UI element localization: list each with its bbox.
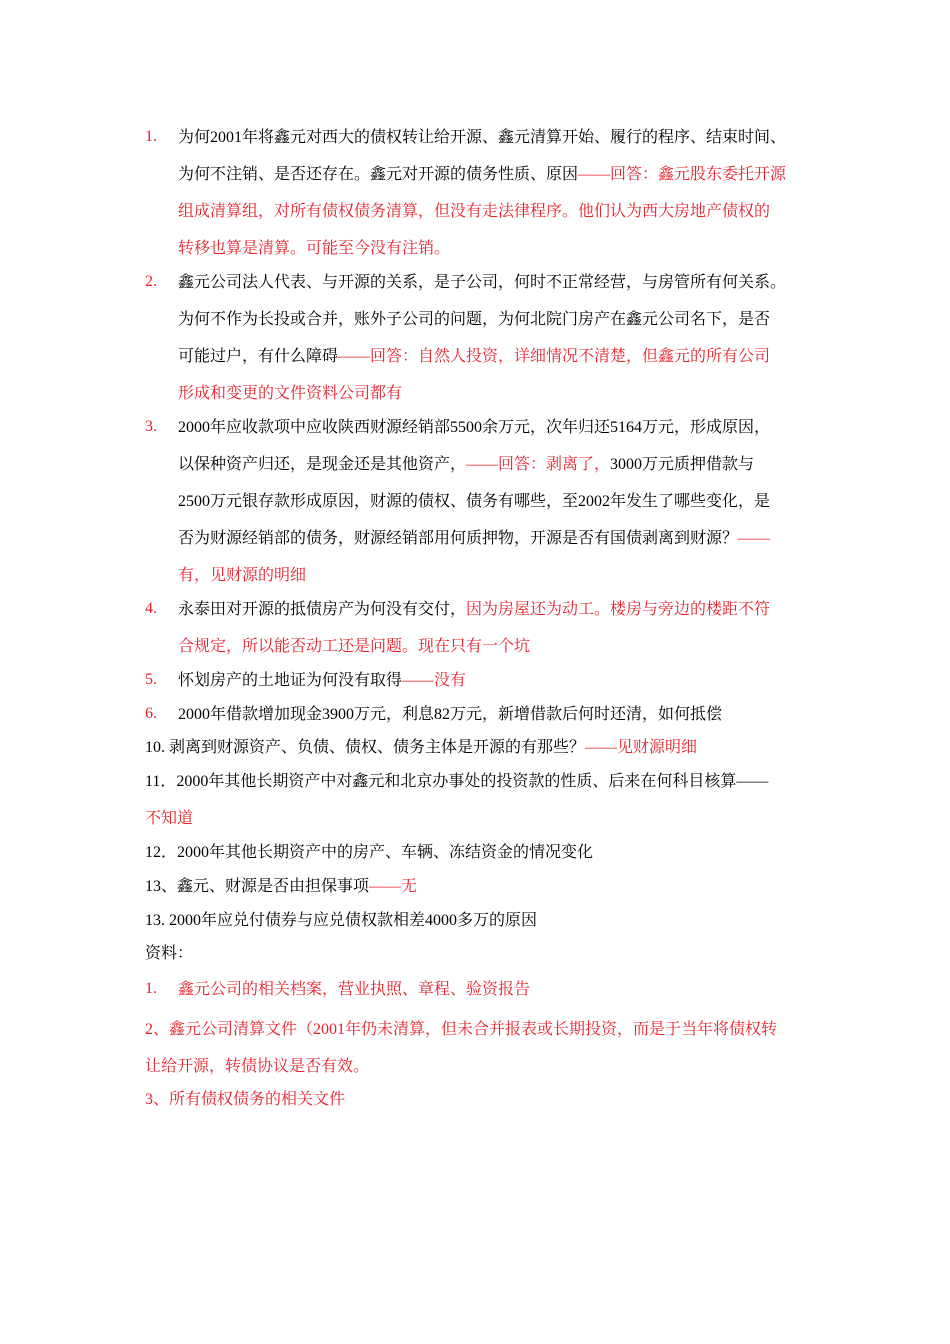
item-line: 2000年借款增加现金3900万元，利息82万元，新增借款后何时还清，如何抵偿 xyxy=(178,706,723,723)
answer-text: 合规定，所以能否动工还是问题。现在只有一个坑 xyxy=(178,638,531,655)
list-item: 13、鑫元、财源是否由担保事项——无 xyxy=(145,878,418,895)
item-number: 5. xyxy=(145,671,157,688)
item-line xyxy=(178,566,306,586)
item-number: 6. xyxy=(145,705,157,722)
item-number: 3. xyxy=(145,418,157,435)
item-number: 1. xyxy=(145,128,157,145)
question-item-2 xyxy=(145,273,817,403)
answer-text: ——见财源明细 xyxy=(585,739,698,756)
item-line: 怀划房产的土地证为何没有取得——没有 xyxy=(178,672,467,689)
material-item-2: 2、鑫元公司清算文件（2001年仍未清算，但未合并报表或长期投资，而是于当年将债权转 xyxy=(145,1021,778,1038)
answer-text: —— xyxy=(738,530,771,547)
question-item-4 xyxy=(145,600,817,660)
material-item-2-cont: 让给开源，转债协议是否有效。 xyxy=(145,1058,370,1075)
item-line: 2000年应收款项中应收陕西财源经销部5500余万元，次年归还5164万元，形成原因， xyxy=(178,419,771,436)
material-item-3: 3、所有债权债务的相关文件 xyxy=(145,1091,346,1108)
question-item-5 xyxy=(145,671,817,695)
item-line xyxy=(178,202,770,222)
item-line: 为何不注销、是否还存在。鑫元对开源的债务性质、原因——回答：鑫元股东委托开源 xyxy=(178,166,787,183)
item-number: 2. xyxy=(145,273,157,290)
item-line: 否为财源经销部的债务，财源经销部用何质押物，开源是否有国债剥离到财源？—— xyxy=(178,530,771,547)
answer-text: ——回答：剥离了， xyxy=(466,456,611,473)
item-line: 永泰田对开源的抵债房产为何没有交付，因为房屋还为动工。楼房与旁边的楼距不符 xyxy=(178,601,771,618)
question-item-6 xyxy=(145,705,817,729)
list-item: 13. 2000年应兑付债券与应兑债权款相差4000多万的原因 xyxy=(145,912,538,929)
item-line: 鑫元公司法人代表、与开源的关系，是子公司，何时不正常经营，与房管所有何关系。 xyxy=(178,274,787,291)
material-number: 1. xyxy=(145,980,157,997)
answer-text: 不知道 xyxy=(145,810,194,827)
list-item xyxy=(145,809,193,829)
materials-heading: 资料： xyxy=(145,945,194,962)
answer-text: ——回答：自然人投资，详细情况不清楚，但鑫元的所有公司 xyxy=(338,348,771,365)
answer-text: ——无 xyxy=(369,878,418,895)
materials-list xyxy=(145,980,817,1110)
answer-text: 因为房屋还为动工。楼房与旁边的楼距不符 xyxy=(466,601,771,618)
list-item: 11．2000年其他长期资产中对鑫元和北京办事处的投资款的性质、后来在何科目核算—— xyxy=(145,773,769,790)
answer-text: ——没有 xyxy=(402,672,467,689)
list-item: 12．2000年其他长期资产中的房产、车辆、冻结资金的情况变化 xyxy=(145,844,594,861)
item-line xyxy=(178,637,530,657)
material-item-1: 鑫元公司的相关档案，营业执照、章程、验资报告 xyxy=(178,981,531,998)
answer-text: 转移也算是清算。可能至今没有注销。 xyxy=(178,240,451,257)
item-line: 为何不作为长投或合并，账外子公司的问题，为何北院门房产在鑫元公司名下，是否 xyxy=(178,311,771,328)
question-item-3 xyxy=(145,418,817,588)
plain-list xyxy=(145,738,817,962)
item-line: 以保种资产归还，是现金还是其他资产，——回答：剥离了，3000万元质押借款与 xyxy=(178,456,755,473)
answer-text: 有，见财源的明细 xyxy=(178,567,307,584)
answer-text: ——回答：鑫元股东委托开源 xyxy=(578,166,787,183)
item-line: 2500万元银存款形成原因，财源的债权、债务有哪些，至2002年发生了哪些变化，是 xyxy=(178,493,771,510)
item-line: 可能过户，有什么障碍——回答：自然人投资，详细情况不清楚，但鑫元的所有公司 xyxy=(178,348,771,365)
item-line: 为何2001年将鑫元对西大的债权转让给开源、鑫元清算开始、履行的程序、结束时间、 xyxy=(178,129,787,146)
answer-text: 组成清算组，对所有债权债务清算，但没有走法律程序。他们认为西大房地产债权的 xyxy=(178,203,771,220)
item-line xyxy=(178,239,450,259)
item-number: 4. xyxy=(145,600,157,617)
list-item: 10. 剥离到财源资产、负债、债权、债务主体是开源的有那些？——见财源明细 xyxy=(145,739,698,756)
item-line xyxy=(178,384,402,404)
answer-text: 形成和变更的文件资料公司都有 xyxy=(178,385,403,402)
question-item-1 xyxy=(145,128,817,258)
